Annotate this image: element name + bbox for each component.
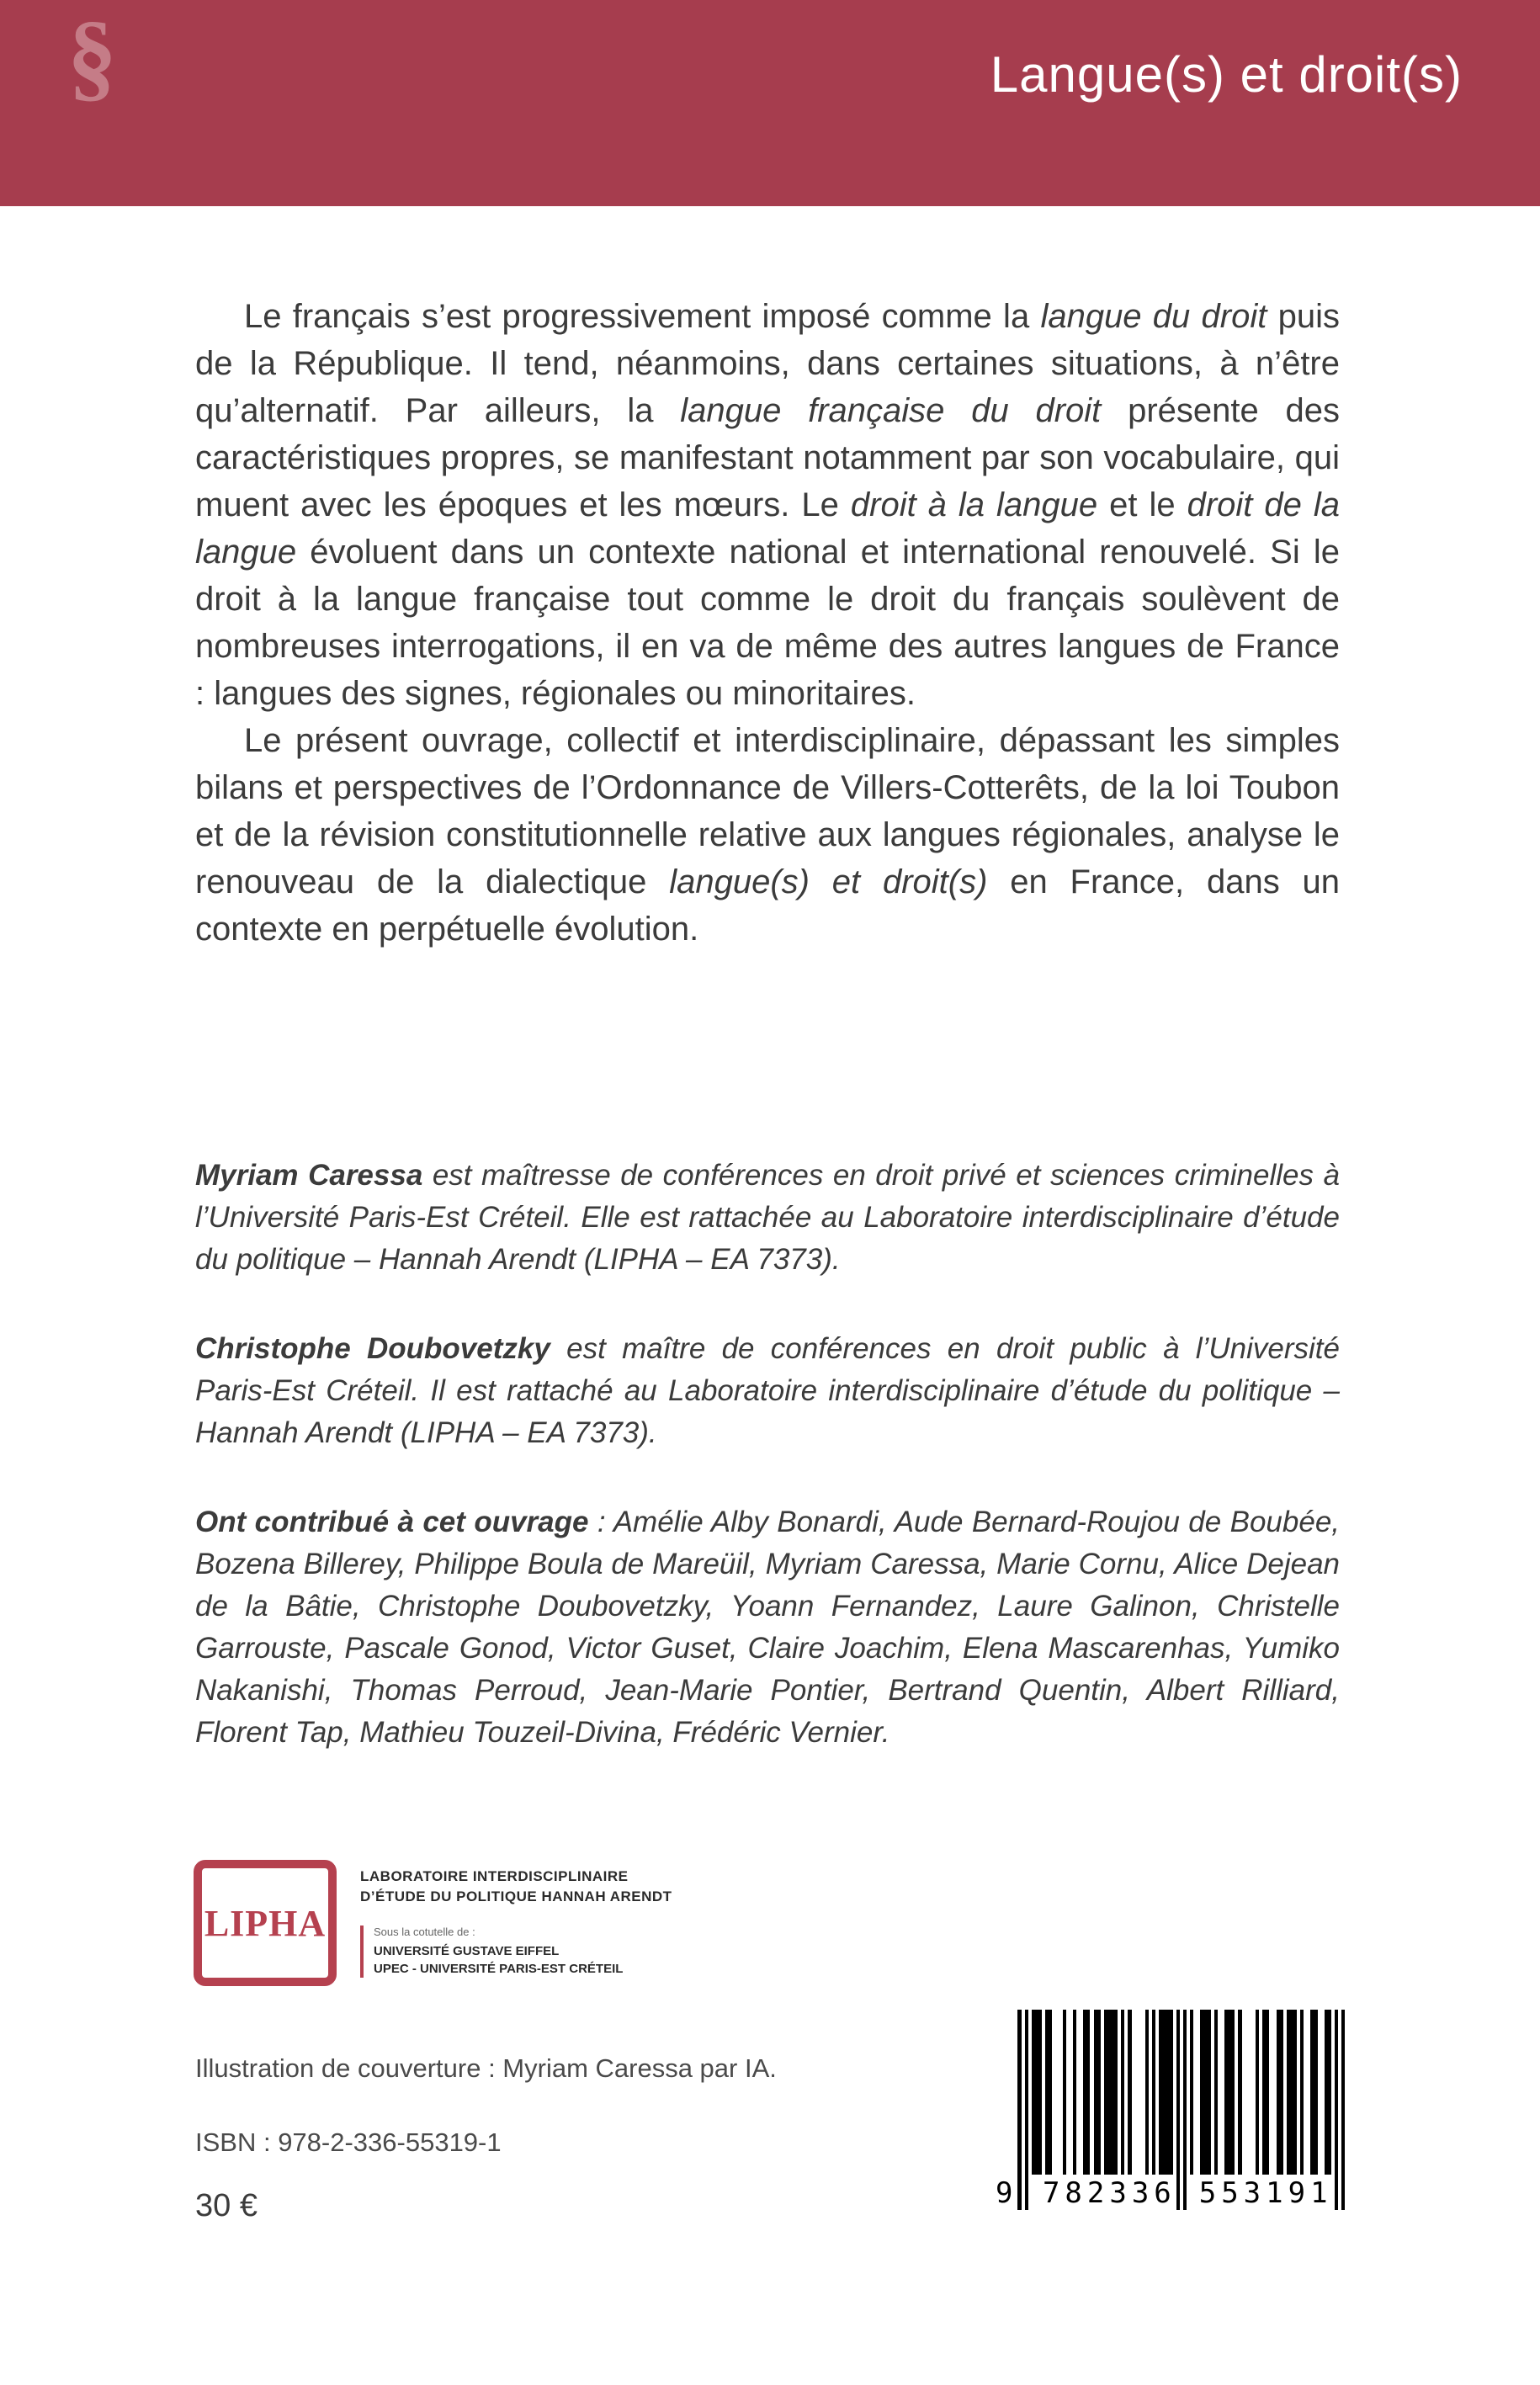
lipha-cotutelle-label: Sous la cotutelle de : (374, 1926, 475, 1938)
lipha-logo (194, 1860, 337, 1986)
barcode (996, 2010, 1357, 2210)
lipha-lab-name-line-1: LABORATOIRE INTERDISCIPLINAIRE (360, 1868, 629, 1884)
header-band (0, 0, 1540, 206)
synopsis-paragraph-2: Le présent ouvrage, collectif et interdisciplinaire, dépassant les simples bilans et perspectives de l’Ordonnance de Villers-Cotterêts, de la loi Toubon et de la révision constitutionnelle relative aux langues régionales, analyse le renouveau de la dialectique langue(s) et droit(s) en France, dans un contexte en perpétuelle évolution. (195, 722, 1341, 948)
barcode-main (1017, 2010, 1357, 2210)
price-text: 30 € (195, 2188, 258, 2223)
book-title: Langue(s) et droit(s) (990, 46, 1463, 103)
lipha-logo-text: LIPHA (204, 1902, 327, 1944)
section-symbol-icon: § (67, 1, 117, 111)
barcode-digit-group-2: 553191 (1198, 2176, 1333, 2210)
author-bio-myriam-caressa: Myriam Caressa est maîtresse de conférences en droit privé et sciences criminelles à l’Université Paris-Est Créteil. Elle est rattachée au Laboratoire interdisciplinaire d’étude du politique – Hannah Arendt (LIPHA – EA 7373). (195, 1159, 1340, 1276)
lipha-university-2: UPEC - UNIVERSITÉ PARIS-EST CRÉTEIL (374, 1962, 624, 1976)
lipha-university-1: UNIVERSITÉ GUSTAVE EIFFEL (374, 1944, 560, 1958)
lipha-info (360, 1860, 672, 1978)
barcode-digits (1017, 2176, 1357, 2210)
lipha-block (194, 1860, 672, 1986)
barcode-first-digit: 9 (996, 2176, 1013, 2210)
lipha-lab-name-line-2: D’ÉTUDE DU POLITIQUE HANNAH ARENDT (360, 1888, 672, 1904)
contributors-paragraph: Ont contribué à cet ouvrage : Amélie Alby Bonardi, Aude Bernard-Roujou de Boubée, Bozena Billerey, Philippe Boula de Mareüil, Myriam Caressa, Marie Cornu, Alice Dejean de la Bâtie, Christophe Doubovetzky, Yoann Fernandez, Laure Galinon, Christelle Garrouste, Pascale Gonod, Victor Guset, Claire Joachim, Elena Mascarenhas, Yumiko Nakanishi, Thomas Perroud, Jean-Marie Pontier, Bertrand Quentin, Albert Rilliard, Florent Tap, Mathieu Touzeil-Divina, Frédéric Vernier. (195, 1506, 1341, 1749)
lipha-cotutelle (360, 1926, 672, 1978)
barcode-digit-group-1: 782336 (1042, 2176, 1176, 2210)
synopsis (195, 293, 1340, 953)
lipha-lab-name (360, 1867, 672, 1907)
author-bio-christophe-doubovetzky: Christophe Doubovetzky est maître de conférences en droit public à l’Université Paris-Est Créteil. Il est rattaché au Laboratoire interdisciplinaire d’étude du politique – Hannah Arendt (LIPHA – EA 7373). (195, 1332, 1340, 1449)
author-bios (195, 1155, 1340, 1754)
isbn-text: ISBN : 978-2-336-55319-1 (195, 2127, 502, 2157)
synopsis-paragraph-1: Le français s’est progressivement imposé comme la langue du droit puis de la République. Il tend, néanmoins, dans certaines situations, à n’être qu’alternatif. Par ailleurs, la langue française du droit présente des caractéristiques propres, se manifestant notamment par son vocabulaire, qui muent avec les époques et les mœurs. Le droit à la langue et le droit de la langue évoluent dans un contexte national et international renouvelé. Si le droit à la langue française tout comme le droit du français soulèvent de nombreuses interrogations, il en va de même des autres langues de France : langues des signes, régionales ou minoritaires. (195, 298, 1341, 712)
illustration-credit: Illustration de couverture : Myriam Caressa par IA. (195, 2053, 777, 2083)
